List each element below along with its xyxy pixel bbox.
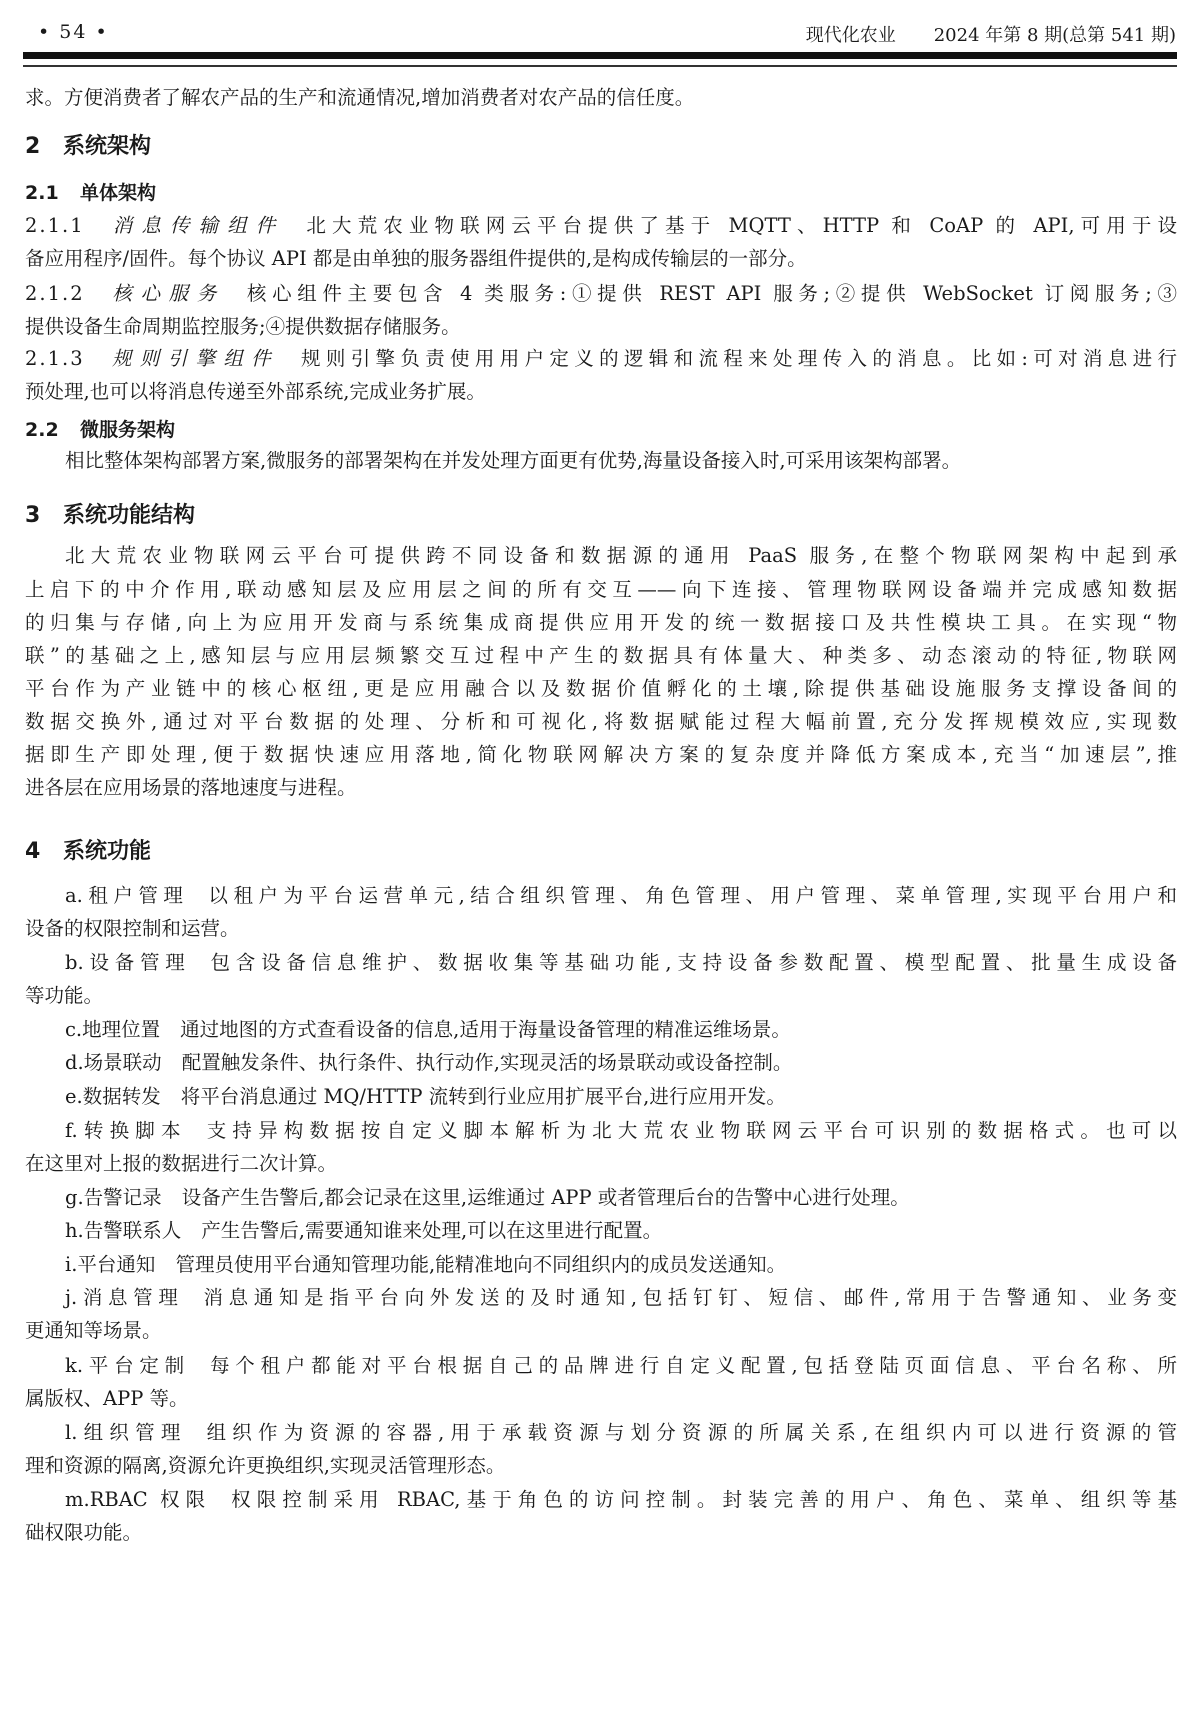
paragraph-2-1-2-line-2: 提供设备生命周期监控服务;④提供数据存储服务。: [25, 315, 461, 338]
function-item-b-line-2: 等功能。: [25, 984, 104, 1007]
function-label: e.数据转发: [65, 1085, 161, 1108]
function-text: 通过地图的方式查看设备的信息,适用于海量设备管理的精准运维场景。: [180, 1018, 791, 1041]
subsection-number: 2.1: [25, 182, 59, 204]
function-item-f-line-1: [65, 1119, 1177, 1143]
function-item-a-line-2: 设备的权限控制和运营。: [25, 917, 240, 940]
function-text: 权限控制采用 RBAC,基于角色的访问控制。封装完善的用户、角色、菜单、组织等基: [231, 1488, 1177, 1511]
function-item-l-line-1: [65, 1421, 1177, 1445]
item-text: 核心组件主要包含 4 类服务:①提供 REST API 服务;②提供 WebSocket 订阅服务;③: [246, 282, 1177, 305]
section-title: 系统功能结构: [63, 503, 196, 528]
paragraph-3-line-8: 进各层在应用场景的落地速度与进程。: [25, 776, 357, 799]
function-item-f-line-2: 在这里对上报的数据进行二次计算。: [25, 1152, 338, 1175]
function-text: 支持异构数据按自定义脚本解析为北大荒农业物联网云平台可识别的数据格式。也可以: [206, 1119, 1177, 1142]
function-label: k.平台定制: [65, 1354, 190, 1377]
running-header: [806, 21, 1176, 47]
function-label: g.告警记录: [65, 1186, 162, 1209]
function-item-k-line-2: 属版权、APP 等。: [25, 1387, 189, 1410]
function-item-h: [65, 1219, 1177, 1243]
item-text: 规则引擎负责使用用户定义的逻辑和流程来处理传入的消息。比如:可对消息进行: [301, 347, 1177, 370]
item-text: 北大荒农业物联网云平台提供了基于 MQTT、HTTP 和 CoAP 的 API,可用于设: [306, 214, 1177, 237]
item-number: 2.1.1: [25, 214, 85, 237]
function-label: a.租户管理: [65, 884, 189, 907]
function-text: 将平台消息通过 MQ/HTTP 流转到行业应用扩展平台,进行应用开发。: [180, 1085, 786, 1108]
section-heading-4: [25, 834, 151, 865]
function-text: 消息通知是指平台向外发送的及时通知,包括钉钉、短信、邮件,常用于告警通知、业务变: [203, 1286, 1177, 1309]
function-text: 每个租户都能对平台根据自己的品牌进行自定义配置,包括登陆页面信息、平台名称、所: [209, 1354, 1178, 1377]
paragraph-2-1-3-line-1: [25, 347, 1177, 371]
function-text: 组织作为资源的容器,用于承载资源与划分资源的所属关系,在组织内可以进行资源的管: [206, 1421, 1177, 1444]
item-label: 规则引擎组件: [106, 347, 280, 370]
function-label: l.组织管理: [65, 1421, 187, 1444]
function-text: 设备产生告警后,都会记录在这里,运维通过 APP 或者管理后台的告警中心进行处理。: [181, 1186, 910, 1209]
function-text: 包含设备信息维护、数据收集等基础功能,支持设备参数配置、模型配置、批量生成设备: [210, 951, 1177, 974]
function-label: h.告警联系人: [65, 1219, 182, 1242]
paragraph-3-line-2: 上启下的中介作用,联动感知层及应用层之间的所有交互——向下连接、管理物联网设备端并完成感知数据: [25, 578, 1177, 601]
function-item-b-line-1: [65, 951, 1177, 975]
function-label: c.地理位置: [65, 1018, 161, 1041]
intro-continuation: 求。方便消费者了解农产品的生产和流通情况,增加消费者对农产品的信任度。: [25, 86, 695, 109]
header-rule-thin: [23, 65, 1177, 67]
function-item-m-line-1: [65, 1488, 1177, 1512]
issue-info: 2024 年第 8 期(总第 541 期): [933, 25, 1176, 46]
paragraph-3-line-3: 的归集与存储,向上为应用开发商与系统集成商提供应用开发的统一数据接口及共性模块工具。在实现“物: [25, 611, 1177, 634]
function-item-m-line-2: 础权限功能。: [25, 1521, 143, 1544]
function-item-k-line-1: [65, 1354, 1177, 1378]
item-number: 2.1.2: [25, 282, 85, 305]
function-item-c: [65, 1018, 1177, 1042]
function-label: i.平台通知: [65, 1253, 156, 1276]
section-number: 4: [25, 839, 41, 864]
section-number: 2: [25, 134, 41, 159]
function-label: f.转换脚本: [65, 1119, 187, 1142]
paragraph-3-line-6: 数据交换外,通过对平台数据的处理、分析和可视化,将数据赋能过程大幅前置,充分发挥规模效应,实现数: [25, 710, 1177, 733]
function-label: d.场景联动: [65, 1051, 162, 1074]
function-label: b.设备管理: [65, 951, 191, 974]
paragraph-3-line-1: 北大荒农业物联网云平台可提供跨不同设备和数据源的通用 PaaS 服务,在整个物联网架构中起到承: [65, 544, 1177, 567]
function-label: m.RBAC 权限: [65, 1488, 212, 1511]
function-text: 管理员使用平台通知管理功能,能精准地向不同组织内的成员发送通知。: [175, 1253, 787, 1276]
subsection-heading-2-2: [25, 415, 175, 442]
item-number: 2.1.3: [25, 347, 85, 370]
function-item-g: [65, 1186, 1177, 1210]
subsection-title: 单体架构: [80, 182, 157, 204]
paragraph-2-2: 相比整体架构部署方案,微服务的部署架构在并发处理方面更有优势,海量设备接入时,可采用该架构部署。: [65, 449, 962, 472]
function-item-j-line-2: 更通知等场景。: [25, 1319, 162, 1342]
paragraph-2-1-1-line-2: 备应用程序/固件。每个协议 API 都是由单独的服务器组件提供的,是构成传输层的一部分。: [25, 247, 807, 270]
subsection-number: 2.2: [25, 419, 59, 441]
function-item-l-line-2: 理和资源的隔离,资源允许更换组织,实现灵活管理形态。: [25, 1454, 506, 1477]
paragraph-3-line-5: 平台作为产业链中的核心枢纽,更是应用融合以及数据价值孵化的土壤,除提供基础设施服务支撑设备间的: [25, 677, 1177, 700]
function-item-a-line-1: [65, 884, 1177, 908]
subsection-heading-2-1: [25, 178, 156, 205]
function-item-d: [65, 1051, 1177, 1075]
function-text: 以租户为平台运营单元,结合组织管理、角色管理、用户管理、菜单管理,实现平台用户和: [208, 884, 1177, 907]
section-heading-3: [25, 498, 195, 529]
item-label: 消息传输组件: [106, 214, 285, 237]
paragraph-2-1-3-line-2: 预处理,也可以将消息传递至外部系统,完成业务扩展。: [25, 380, 486, 403]
function-item-j-line-1: [65, 1286, 1177, 1310]
paragraph-2-1-2-line-1: [25, 282, 1177, 306]
item-label: 核心服务: [106, 282, 225, 305]
function-text: 配置触发条件、执行条件、执行动作,实现灵活的场景联动或设备控制。: [181, 1051, 793, 1074]
paragraph-2-1-1-line-1: [25, 214, 1177, 238]
function-item-e: [65, 1085, 1177, 1109]
header-rule-thick: [23, 52, 1177, 59]
function-label: j.消息管理: [65, 1286, 184, 1309]
journal-name: 现代化农业: [805, 25, 896, 46]
paragraph-3-line-7: 据即生产即处理,便于数据快速应用落地,简化物联网解决方案的复杂度并降低方案成本,充当“加速层”,推: [25, 743, 1177, 766]
section-title: 系统功能: [63, 839, 152, 864]
section-title: 系统架构: [63, 134, 152, 159]
subsection-title: 微服务架构: [80, 419, 176, 441]
paragraph-3-line-4: 联”的基础之上,感知层与应用层频繁交互过程中产生的数据具有体量大、种类多、动态滚动的特征,物联网: [25, 644, 1177, 667]
function-text: 产生告警后,需要通知谁来处理,可以在这里进行配置。: [201, 1219, 663, 1242]
function-item-i: [65, 1253, 1177, 1277]
page-number: • 54 •: [38, 21, 109, 43]
section-heading-2: [25, 129, 151, 160]
section-number: 3: [25, 503, 41, 528]
